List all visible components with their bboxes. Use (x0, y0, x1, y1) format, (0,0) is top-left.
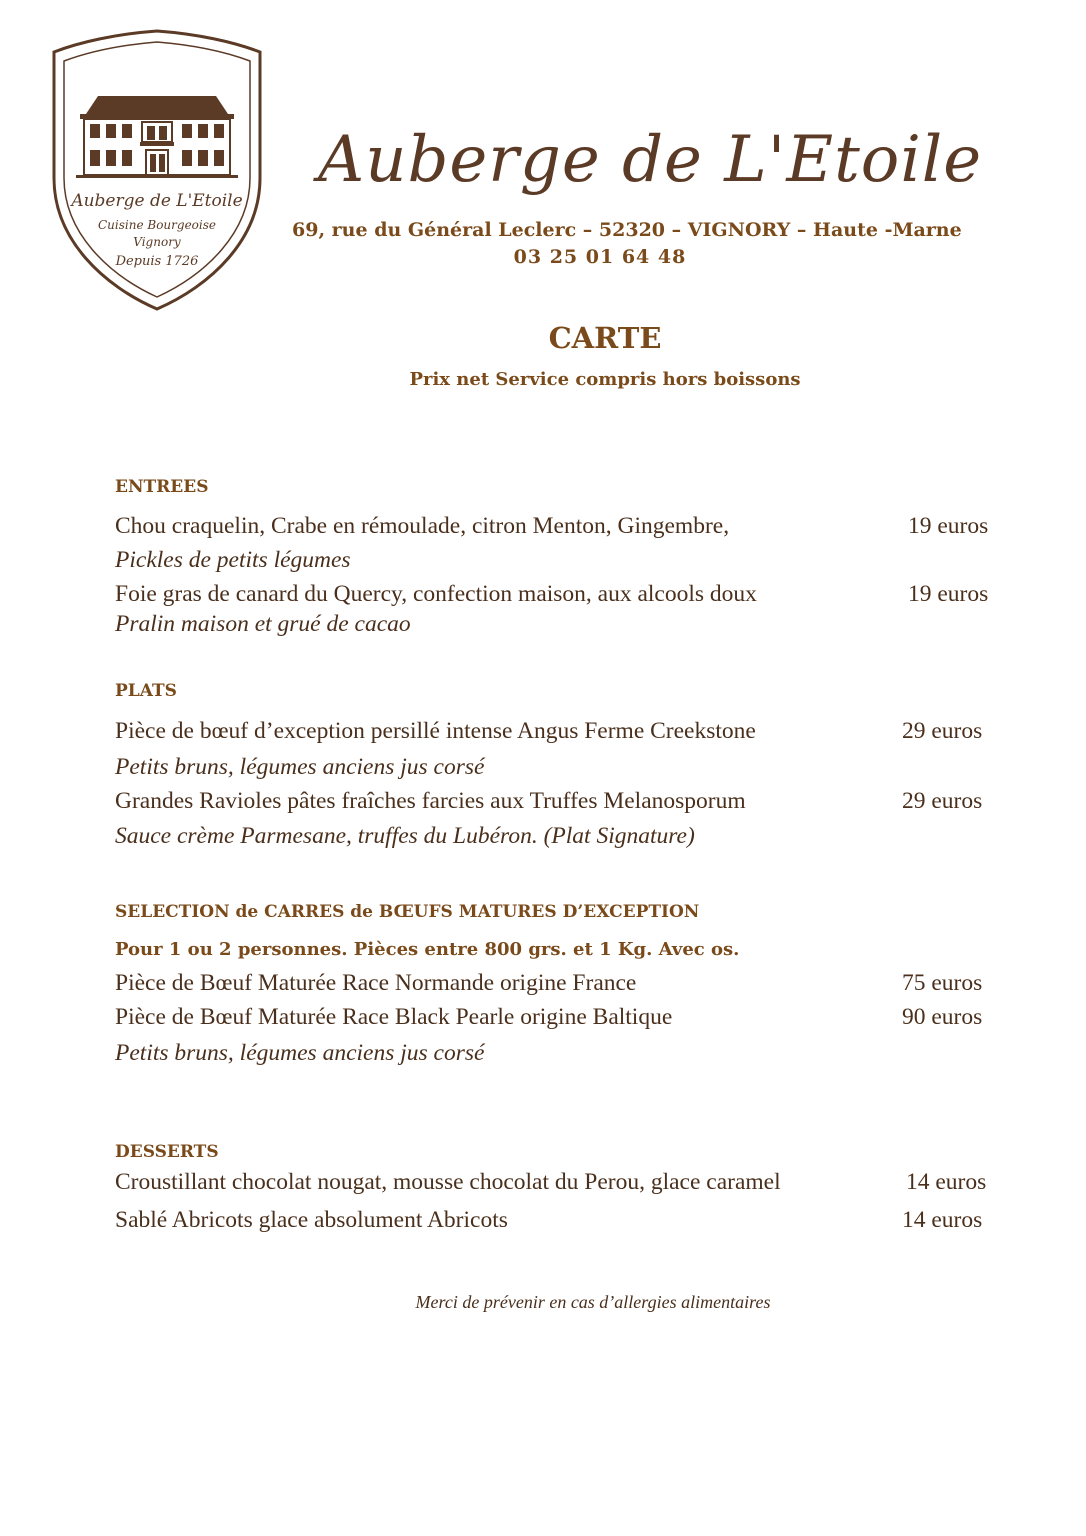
menu-item-price: 29 euros (902, 718, 983, 744)
menu-item-price: 14 euros (906, 1169, 987, 1195)
crest-line2: Vignory (133, 235, 181, 249)
menu-item-name: Sablé Abricots glace absolument Abricots (115, 1207, 508, 1233)
menu-item-description: Sauce crème Parmesane, truffes du Lubéron. (Plat Signature) (115, 823, 695, 849)
menu-title: CARTE (548, 321, 662, 355)
section-heading-carres: SELECTION de CARRES de BŒUFS MATURES D’EXCEPTION (115, 902, 700, 922)
menu-item-name: Foie gras de canard du Quercy, confection maison, aux alcools doux (115, 581, 757, 607)
restaurant-address: 69, rue du Général Leclerc – 52320 – VIGNORY – Haute -Marne (292, 219, 962, 241)
allergy-note: Merci de prévenir en cas d’allergies alimentaires (415, 1292, 771, 1312)
section-subheading-carres: Pour 1 ou 2 personnes. Pièces entre 800 grs. et 1 Kg. Avec os. (115, 939, 740, 960)
menu-item-name: Grandes Ravioles pâtes fraîches farcies aux Truffes Melanosporum (115, 788, 746, 814)
menu-item-description: Petits bruns, légumes anciens jus corsé (115, 754, 485, 780)
menu-item-price: 75 euros (902, 970, 983, 996)
menu-item-price: 19 euros (908, 513, 989, 539)
menu-item-description: Pralin maison et grué de cacao (115, 611, 411, 637)
menu-item-price: 29 euros (902, 788, 983, 814)
restaurant-phone: 03 25 01 64 48 (513, 246, 687, 268)
menu-item-price: 14 euros (902, 1207, 983, 1233)
menu-item-name: Pièce de Bœuf Maturée Race Normande origine France (115, 970, 637, 996)
menu-subtitle: Prix net Service compris hors boissons (409, 369, 801, 390)
restaurant-title: Auberge de L'Etoile (318, 123, 983, 197)
menu-item-price: 19 euros (908, 581, 989, 607)
crest-line3: Depuis 1726 (115, 254, 199, 269)
menu-item-name: Croustillant chocolat nougat, mousse chocolat du Perou, glace caramel (115, 1169, 781, 1195)
restaurant-crest-logo (46, 28, 268, 312)
crest-line1: Cuisine Bourgeoise (97, 218, 217, 232)
menu-item-name: Chou craquelin, Crabe en rémoulade, citron Menton, Gingembre, (115, 513, 730, 539)
menu-item-description: Petits bruns, légumes anciens jus corsé (115, 1040, 485, 1066)
menu-item-name: Pièce de bœuf d’exception persillé intense Angus Ferme Creekstone (115, 718, 756, 744)
section-heading-entrees: ENTREES (115, 477, 209, 497)
section-heading-desserts: DESSERTS (115, 1142, 219, 1162)
crest-name: Auberge de L'Etoile (71, 191, 243, 211)
menu-item-name: Pièce de Bœuf Maturée Race Black Pearle origine Baltique (115, 1004, 673, 1030)
building-icon (76, 96, 238, 178)
menu-item-description: Pickles de petits légumes (115, 547, 351, 573)
section-heading-plats: PLATS (115, 681, 177, 701)
menu-item-price: 90 euros (902, 1004, 983, 1030)
